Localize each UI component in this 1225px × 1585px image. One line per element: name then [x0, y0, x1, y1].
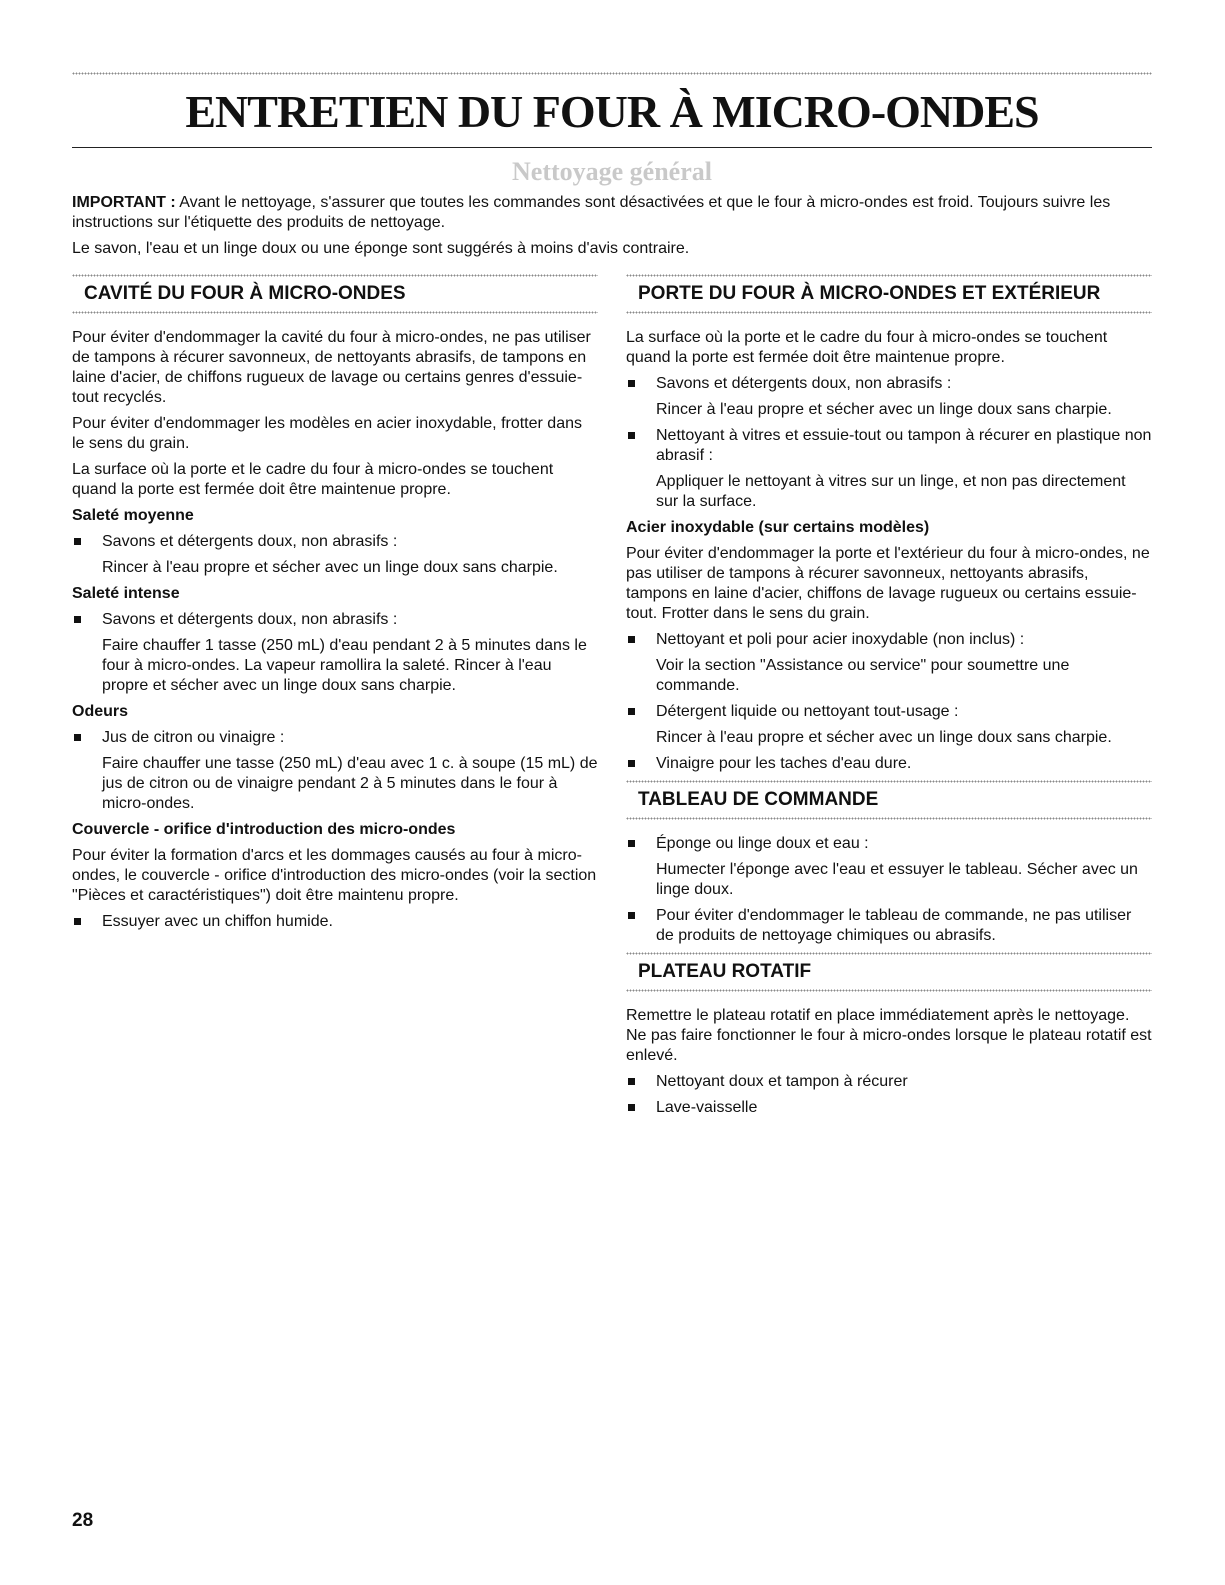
door-bullet-2: Nettoyant à vitres et essuie-tout ou tampon à récurer en plastique non abrasif : [626, 426, 1152, 466]
section-rule [626, 780, 1152, 783]
soap-note: Le savon, l'eau et un linge doux ou une éponge sont suggérés à moins d'avis contraire. [72, 240, 690, 257]
control-panel-heading: TABLEAU DE COMMANDE [638, 789, 879, 810]
door-bullet-5: Vinaigre pour les taches d'eau dure. [626, 754, 1152, 774]
left-column [72, 270, 598, 938]
moderate-soil-detail: Rincer à l'eau propre et sécher avec un linge doux sans charpie. [102, 559, 558, 576]
general-cleaning-heading: Nettoyage général [512, 157, 712, 186]
intro-section [72, 193, 1152, 265]
section-rule [626, 274, 1152, 277]
door-bullet-4: Détergent liquide ou nettoyant tout-usage : [626, 702, 1152, 722]
section-rule [626, 952, 1152, 955]
turntable-heading: PLATEAU ROTATIF [638, 961, 812, 982]
section-rule [626, 311, 1152, 314]
cavity-paragraph-3: La surface où la porte et le cadre du four à micro-ondes se touchent quand la porte est fermée doit être maintenue propre. [72, 461, 554, 498]
turntable-bullet-1: Nettoyant doux et tampon à récurer [626, 1072, 1152, 1092]
important-text: Avant le nettoyage, s'assurer que toutes les commandes sont désactivées et que le four à micro-ondes est froid. Toujours suivre les instructions sur l'étiquette des produits de nettoyage. [72, 194, 1111, 231]
control-panel-bullet-2: Pour éviter d'endommager le tableau de commande, ne pas utiliser de produits de nettoyage chimiques ou abrasifs. [626, 906, 1152, 946]
turntable-paragraph: Remettre le plateau rotatif en place immédiatement après le nettoyage. Ne pas faire fonctionner le four à micro-ondes lorsque le plateau rotatif est enlevé. [626, 1007, 1152, 1064]
section-rule [72, 311, 598, 314]
page-number: 28 [72, 1510, 94, 1531]
door-bullet-1: Savons et détergents doux, non abrasifs : [626, 374, 1152, 394]
turntable-section [626, 952, 1152, 992]
door-detail-4: Rincer à l'eau propre et sécher avec un linge doux sans charpie. [656, 729, 1112, 746]
turntable-body [626, 1006, 1152, 1118]
heavy-soil-detail: Faire chauffer 1 tasse (250 mL) d'eau pendant 2 à 5 minutes dans le four à micro-ondes. La vapeur ramollira la saleté. Rincer à l'eau propre et sécher avec un linge doux sans charpie. [102, 637, 587, 694]
title-rule [72, 147, 1152, 148]
control-panel-bullet-1: Éponge ou linge doux et eau : [626, 834, 1152, 854]
door-detail-2: Appliquer le nettoyant à vitres sur un linge, et non pas directement sur la surface. [656, 473, 1126, 510]
odors-detail: Faire chauffer une tasse (250 mL) d'eau avec 1 c. à soupe (15 mL) de jus de citron ou de vinaigre pendant 2 à 5 minutes dans le four à micro-ondes. [102, 755, 598, 812]
moderate-soil-label: Saleté moyenne [72, 507, 194, 524]
waveguide-cover-bullet: Essuyer avec un chiffon humide. [72, 912, 598, 932]
door-bullet-3: Nettoyant et poli pour acier inoxydable (non inclus) : [626, 630, 1152, 650]
heavy-soil-bullet: Savons et détergents doux, non abrasifs : [72, 610, 598, 630]
control-panel-section [626, 780, 1152, 820]
odors-bullet: Jus de citron ou vinaigre : [72, 728, 598, 748]
cavity-heading: CAVITÉ DU FOUR À MICRO-ONDES [84, 283, 406, 304]
door-paragraph: La surface où la porte et le cadre du four à micro-ondes se touchent quand la porte est fermée doit être maintenue propre. [626, 329, 1108, 366]
turntable-bullet-2: Lave-vaisselle [626, 1098, 1152, 1118]
control-panel-detail-1: Humecter l'éponge avec l'eau et essuyer le tableau. Sécher avec un linge doux. [656, 861, 1138, 898]
door-heading: PORTE DU FOUR À MICRO-ONDES ET EXTÉRIEUR [638, 283, 1101, 304]
cavity-paragraph-1: Pour éviter d'endommager la cavité du four à micro-ondes, ne pas utiliser de tampons à récurer savonneux, de nettoyants abrasifs, de tampons en laine d'acier, de chiffons rugueux de lavage ou certains genres d'essuie-tout recyclés. [72, 329, 591, 406]
door-section [626, 274, 1152, 314]
section-rule [72, 274, 598, 277]
door-detail-1: Rincer à l'eau propre et sécher avec un linge doux sans charpie. [656, 401, 1112, 418]
top-dotted-rule [72, 72, 1152, 75]
stainless-text: Pour éviter d'endommager la porte et l'extérieur du four à micro-ondes, ne pas utiliser de tampons à récurer savonneux, nettoyants abrasifs, tampons en laine d'acier, chiffons de lavage rugueux ou certains essuie-tout. Frotter dans le sens du grain. [626, 545, 1150, 622]
waveguide-cover-label: Couvercle - orifice d'introduction des micro-ondes [72, 821, 456, 838]
odors-label: Odeurs [72, 703, 129, 720]
cavity-body [72, 328, 598, 932]
important-note [72, 193, 1152, 233]
right-column [626, 270, 1152, 1124]
section-rule [626, 989, 1152, 992]
important-label: IMPORTANT : [72, 194, 176, 211]
moderate-soil-bullet: Savons et détergents doux, non abrasifs : [72, 532, 598, 552]
stainless-label: Acier inoxydable (sur certains modèles) [626, 519, 930, 536]
door-body [626, 328, 1152, 774]
section-rule [626, 817, 1152, 820]
waveguide-cover-text: Pour éviter la formation d'arcs et les dommages causés au four à micro-ondes, le couvercle - orifice d'introduction des micro-ondes (voir la section "Pièces et caractéristiques") doit être maintenu propre. [72, 847, 597, 904]
heavy-soil-label: Saleté intense [72, 585, 180, 602]
door-detail-3: Voir la section "Assistance ou service" pour soumettre une commande. [656, 657, 1070, 694]
cavity-paragraph-2: Pour éviter d'endommager les modèles en acier inoxydable, frotter dans le sens du grain. [72, 415, 582, 452]
cavity-section [72, 274, 598, 314]
page-title: ENTRETIEN DU FOUR À MICRO-ONDES [185, 86, 1039, 137]
control-panel-body [626, 834, 1152, 946]
